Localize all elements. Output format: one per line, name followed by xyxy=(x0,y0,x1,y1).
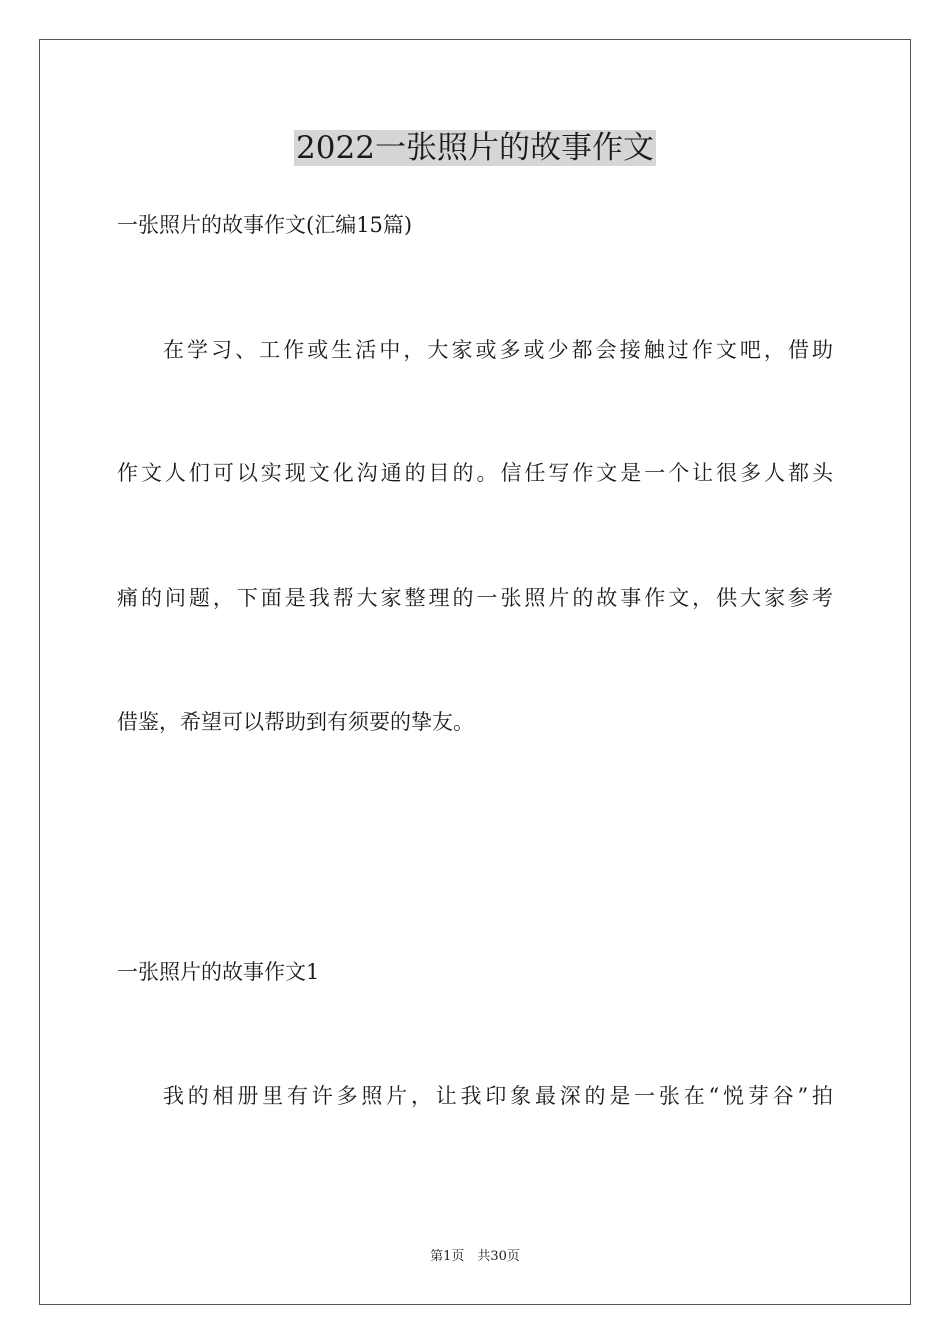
document-title-text: 2022一张照片的故事作文 xyxy=(296,130,654,166)
intro-paragraph-line-1: 在学习、工作或生活中，大家或多或少都会接触过作文吧，借助 xyxy=(163,338,833,362)
intro-paragraph-line-4: 借鉴，希望可以帮助到有须要的挚友。 xyxy=(117,710,474,734)
section-paragraph-line-1: 我的相册里有许多照片，让我印象最深的是一张在“悦芽谷”拍 xyxy=(163,1084,833,1108)
document-subtitle: 一张照片的故事作文(汇编15篇) xyxy=(117,213,413,237)
intro-paragraph-line-3: 痛的问题，下面是我帮大家整理的一张照片的故事作文，供大家参考 xyxy=(117,586,833,610)
intro-paragraph-line-2: 作文人们可以实现文化沟通的目的。信任写作文是一个让很多人都头 xyxy=(117,461,833,485)
document-title xyxy=(0,128,950,168)
section-heading: 一张照片的故事作文1 xyxy=(117,960,320,984)
page-footer: 第1页 共30页 xyxy=(430,1249,520,1264)
